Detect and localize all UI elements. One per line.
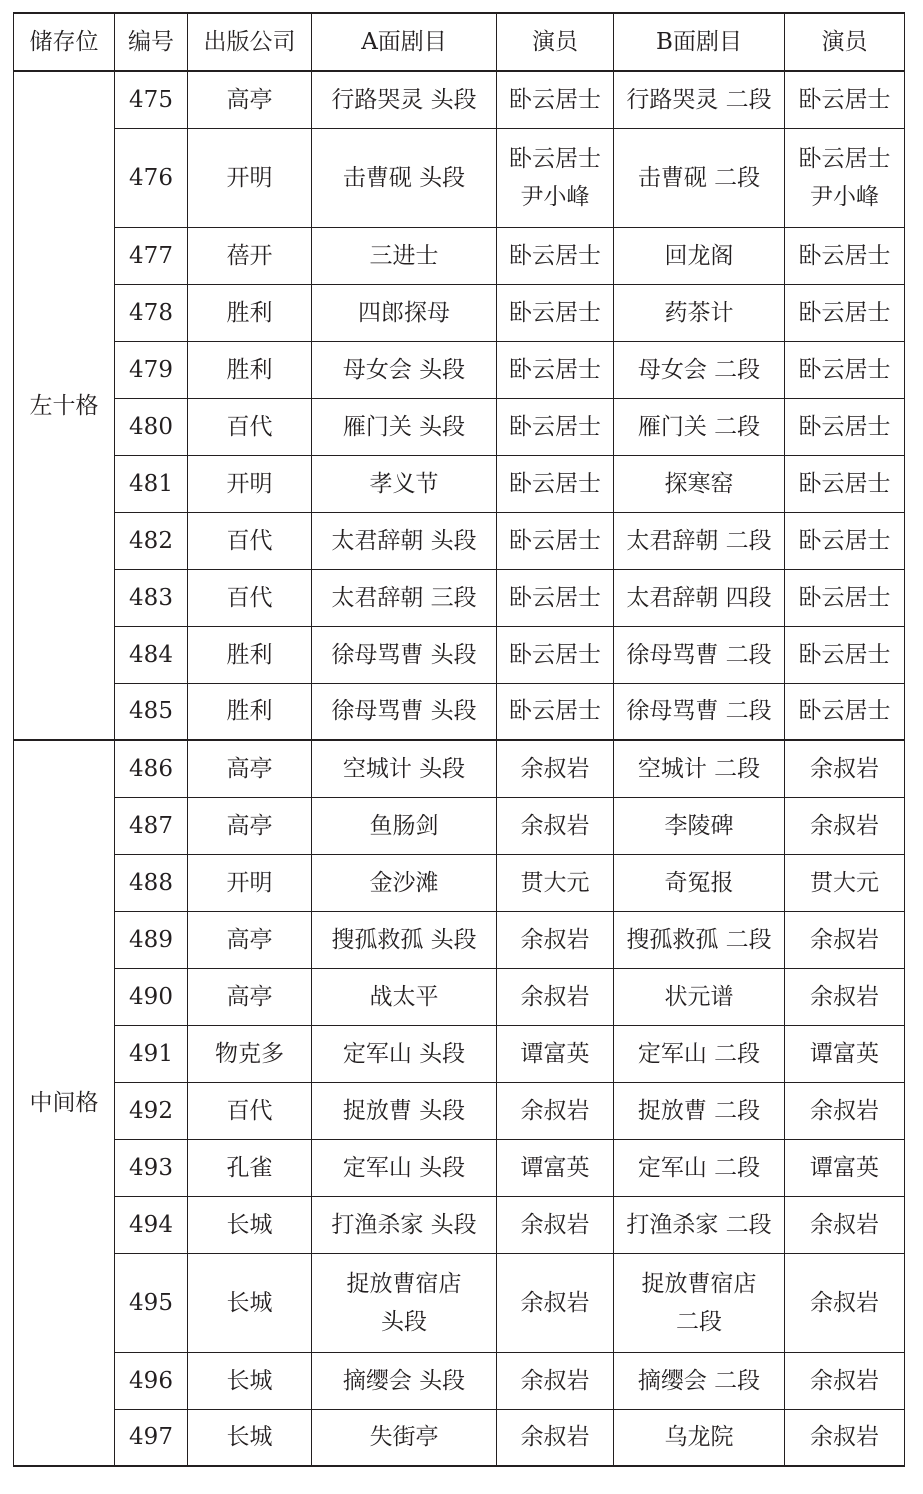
table-row	[14, 455, 905, 512]
b-side-actor: 余叔岩	[785, 797, 905, 854]
a-side-actor: 余叔岩	[497, 1196, 614, 1253]
a-side-title: 打渔杀家 头段	[312, 1196, 497, 1253]
a-side-title: 捉放曹 头段	[312, 1082, 497, 1139]
a-side-actor: 余叔岩	[497, 740, 614, 797]
b-side-actor: 余叔岩	[785, 1352, 905, 1409]
header-b-actor: 演员	[785, 13, 905, 71]
table-row	[14, 341, 905, 398]
a-side-title: 捉放曹宿店 头段	[312, 1253, 497, 1352]
b-side-actor: 卧云居士	[785, 71, 905, 128]
publisher-cell: 开明	[188, 128, 312, 227]
a-side-actor: 余叔岩	[497, 1352, 614, 1409]
publisher-cell: 百代	[188, 569, 312, 626]
record-number: 490	[115, 968, 188, 1025]
a-side-actor: 卧云居士	[497, 455, 614, 512]
publisher-cell: 高亭	[188, 71, 312, 128]
a-side-title: 鱼肠剑	[312, 797, 497, 854]
b-side-actor: 余叔岩	[785, 1253, 905, 1352]
table-row	[14, 128, 905, 227]
table-row	[14, 797, 905, 854]
publisher-cell: 高亭	[188, 797, 312, 854]
a-side-title: 定军山 头段	[312, 1025, 497, 1082]
record-number: 481	[115, 455, 188, 512]
table-row	[14, 740, 905, 797]
record-number: 488	[115, 854, 188, 911]
group-left-ten	[14, 71, 905, 740]
table-row	[14, 1253, 905, 1352]
header-number: 编号	[115, 13, 188, 71]
publisher-cell: 胜利	[188, 626, 312, 683]
b-side-title: 雁门关 二段	[614, 398, 785, 455]
publisher-cell: 胜利	[188, 341, 312, 398]
a-side-title: 行路哭灵 头段	[312, 71, 497, 128]
a-side-title: 四郎探母	[312, 284, 497, 341]
b-side-title: 奇冤报	[614, 854, 785, 911]
a-side-title: 金沙滩	[312, 854, 497, 911]
header-publisher: 出版公司	[188, 13, 312, 71]
b-side-actor: 贯大元	[785, 854, 905, 911]
record-number: 476	[115, 128, 188, 227]
b-side-actor: 余叔岩	[785, 1196, 905, 1253]
b-side-title: 李陵碑	[614, 797, 785, 854]
record-inventory-table	[13, 12, 905, 1467]
table-row	[14, 1196, 905, 1253]
publisher-cell: 孔雀	[188, 1139, 312, 1196]
b-side-actor: 余叔岩	[785, 740, 905, 797]
table-row	[14, 227, 905, 284]
b-side-title: 定军山 二段	[614, 1025, 785, 1082]
record-number: 482	[115, 512, 188, 569]
table-row	[14, 1082, 905, 1139]
b-side-actor: 卧云居士	[785, 341, 905, 398]
publisher-cell: 百代	[188, 512, 312, 569]
record-number: 475	[115, 71, 188, 128]
b-side-actor: 卧云居士	[785, 683, 905, 740]
a-side-actor: 卧云居士	[497, 284, 614, 341]
a-side-title: 太君辞朝 头段	[312, 512, 497, 569]
a-side-actor: 卧云居士 尹小峰	[497, 128, 614, 227]
b-side-title: 太君辞朝 四段	[614, 569, 785, 626]
a-side-actor: 卧云居士	[497, 626, 614, 683]
a-side-title: 定军山 头段	[312, 1139, 497, 1196]
storage-location: 中间格	[14, 740, 115, 1466]
b-side-title: 空城计 二段	[614, 740, 785, 797]
publisher-cell: 长城	[188, 1196, 312, 1253]
b-side-title: 徐母骂曹 二段	[614, 626, 785, 683]
record-number: 494	[115, 1196, 188, 1253]
header-a-actor: 演员	[497, 13, 614, 71]
b-side-actor: 卧云居士	[785, 512, 905, 569]
table-row	[14, 626, 905, 683]
b-side-title: 行路哭灵 二段	[614, 71, 785, 128]
a-side-actor: 卧云居士	[497, 683, 614, 740]
b-side-title: 捉放曹宿店 二段	[614, 1253, 785, 1352]
a-side-title: 太君辞朝 三段	[312, 569, 497, 626]
record-number: 495	[115, 1253, 188, 1352]
publisher-cell: 百代	[188, 1082, 312, 1139]
table-row	[14, 1409, 905, 1466]
b-side-actor: 余叔岩	[785, 911, 905, 968]
b-side-actor: 卧云居士	[785, 284, 905, 341]
a-side-title: 战太平	[312, 968, 497, 1025]
a-side-title: 搜孤救孤 头段	[312, 911, 497, 968]
header-row	[14, 13, 905, 71]
record-number: 480	[115, 398, 188, 455]
publisher-cell: 长城	[188, 1352, 312, 1409]
a-side-title: 摘缨会 头段	[312, 1352, 497, 1409]
table-row	[14, 71, 905, 128]
publisher-cell: 蓓开	[188, 227, 312, 284]
header-a-title: A面剧目	[312, 13, 497, 71]
a-side-actor: 贯大元	[497, 854, 614, 911]
b-side-actor: 卧云居士	[785, 398, 905, 455]
b-side-actor: 谭富英	[785, 1025, 905, 1082]
b-side-title: 乌龙院	[614, 1409, 785, 1466]
table-row	[14, 968, 905, 1025]
record-number: 484	[115, 626, 188, 683]
table-header	[14, 13, 905, 71]
b-side-title: 太君辞朝 二段	[614, 512, 785, 569]
publisher-cell: 胜利	[188, 284, 312, 341]
a-side-title: 徐母骂曹 头段	[312, 626, 497, 683]
b-side-title: 徐母骂曹 二段	[614, 683, 785, 740]
record-number: 493	[115, 1139, 188, 1196]
publisher-cell: 开明	[188, 854, 312, 911]
table-row	[14, 854, 905, 911]
b-side-actor: 卧云居士	[785, 626, 905, 683]
a-side-title: 母女会 头段	[312, 341, 497, 398]
record-number: 477	[115, 227, 188, 284]
a-side-actor: 余叔岩	[497, 1409, 614, 1466]
a-side-title: 三进士	[312, 227, 497, 284]
b-side-actor: 余叔岩	[785, 1409, 905, 1466]
b-side-actor: 余叔岩	[785, 968, 905, 1025]
b-side-actor: 余叔岩	[785, 1082, 905, 1139]
b-side-title: 探寒窑	[614, 455, 785, 512]
a-side-actor: 余叔岩	[497, 911, 614, 968]
a-side-title: 徐母骂曹 头段	[312, 683, 497, 740]
b-side-title: 定军山 二段	[614, 1139, 785, 1196]
a-side-actor: 余叔岩	[497, 797, 614, 854]
record-number: 491	[115, 1025, 188, 1082]
record-number: 479	[115, 341, 188, 398]
record-number: 485	[115, 683, 188, 740]
b-side-actor: 谭富英	[785, 1139, 905, 1196]
publisher-cell: 长城	[188, 1409, 312, 1466]
table-row	[14, 512, 905, 569]
a-side-actor: 卧云居士	[497, 71, 614, 128]
a-side-actor: 余叔岩	[497, 968, 614, 1025]
record-number: 478	[115, 284, 188, 341]
a-side-title: 孝义节	[312, 455, 497, 512]
a-side-title: 雁门关 头段	[312, 398, 497, 455]
a-side-actor: 卧云居士	[497, 227, 614, 284]
a-side-title: 击曹砚 头段	[312, 128, 497, 227]
a-side-actor: 谭富英	[497, 1139, 614, 1196]
record-number: 486	[115, 740, 188, 797]
a-side-title: 空城计 头段	[312, 740, 497, 797]
b-side-title: 回龙阁	[614, 227, 785, 284]
group-middle	[14, 740, 905, 1466]
a-side-actor: 余叔岩	[497, 1253, 614, 1352]
table-row	[14, 1025, 905, 1082]
record-number: 496	[115, 1352, 188, 1409]
record-number: 483	[115, 569, 188, 626]
b-side-actor: 卧云居士	[785, 227, 905, 284]
record-number: 497	[115, 1409, 188, 1466]
b-side-actor: 卧云居士	[785, 455, 905, 512]
header-location: 储存位	[14, 13, 115, 71]
b-side-title: 捉放曹 二段	[614, 1082, 785, 1139]
b-side-title: 状元谱	[614, 968, 785, 1025]
record-number: 489	[115, 911, 188, 968]
table-row	[14, 1139, 905, 1196]
b-side-title: 击曹砚 二段	[614, 128, 785, 227]
table-row	[14, 398, 905, 455]
table-row	[14, 683, 905, 740]
table-row	[14, 911, 905, 968]
table-row	[14, 284, 905, 341]
b-side-title: 药茶计	[614, 284, 785, 341]
table-row	[14, 569, 905, 626]
a-side-actor: 谭富英	[497, 1025, 614, 1082]
publisher-cell: 高亭	[188, 968, 312, 1025]
a-side-actor: 卧云居士	[497, 398, 614, 455]
storage-location: 左十格	[14, 71, 115, 740]
b-side-title: 搜孤救孤 二段	[614, 911, 785, 968]
a-side-actor: 卧云居士	[497, 569, 614, 626]
publisher-cell: 胜利	[188, 683, 312, 740]
publisher-cell: 开明	[188, 455, 312, 512]
publisher-cell: 高亭	[188, 911, 312, 968]
b-side-title: 打渔杀家 二段	[614, 1196, 785, 1253]
header-b-title: B面剧目	[614, 13, 785, 71]
b-side-actor: 卧云居士	[785, 569, 905, 626]
publisher-cell: 百代	[188, 398, 312, 455]
a-side-actor: 余叔岩	[497, 1082, 614, 1139]
publisher-cell: 高亭	[188, 740, 312, 797]
b-side-actor: 卧云居士 尹小峰	[785, 128, 905, 227]
record-number: 492	[115, 1082, 188, 1139]
publisher-cell: 长城	[188, 1253, 312, 1352]
b-side-title: 母女会 二段	[614, 341, 785, 398]
record-number: 487	[115, 797, 188, 854]
a-side-title: 失街亭	[312, 1409, 497, 1466]
a-side-actor: 卧云居士	[497, 341, 614, 398]
a-side-actor: 卧云居士	[497, 512, 614, 569]
publisher-cell: 物克多	[188, 1025, 312, 1082]
b-side-title: 摘缨会 二段	[614, 1352, 785, 1409]
table-row	[14, 1352, 905, 1409]
